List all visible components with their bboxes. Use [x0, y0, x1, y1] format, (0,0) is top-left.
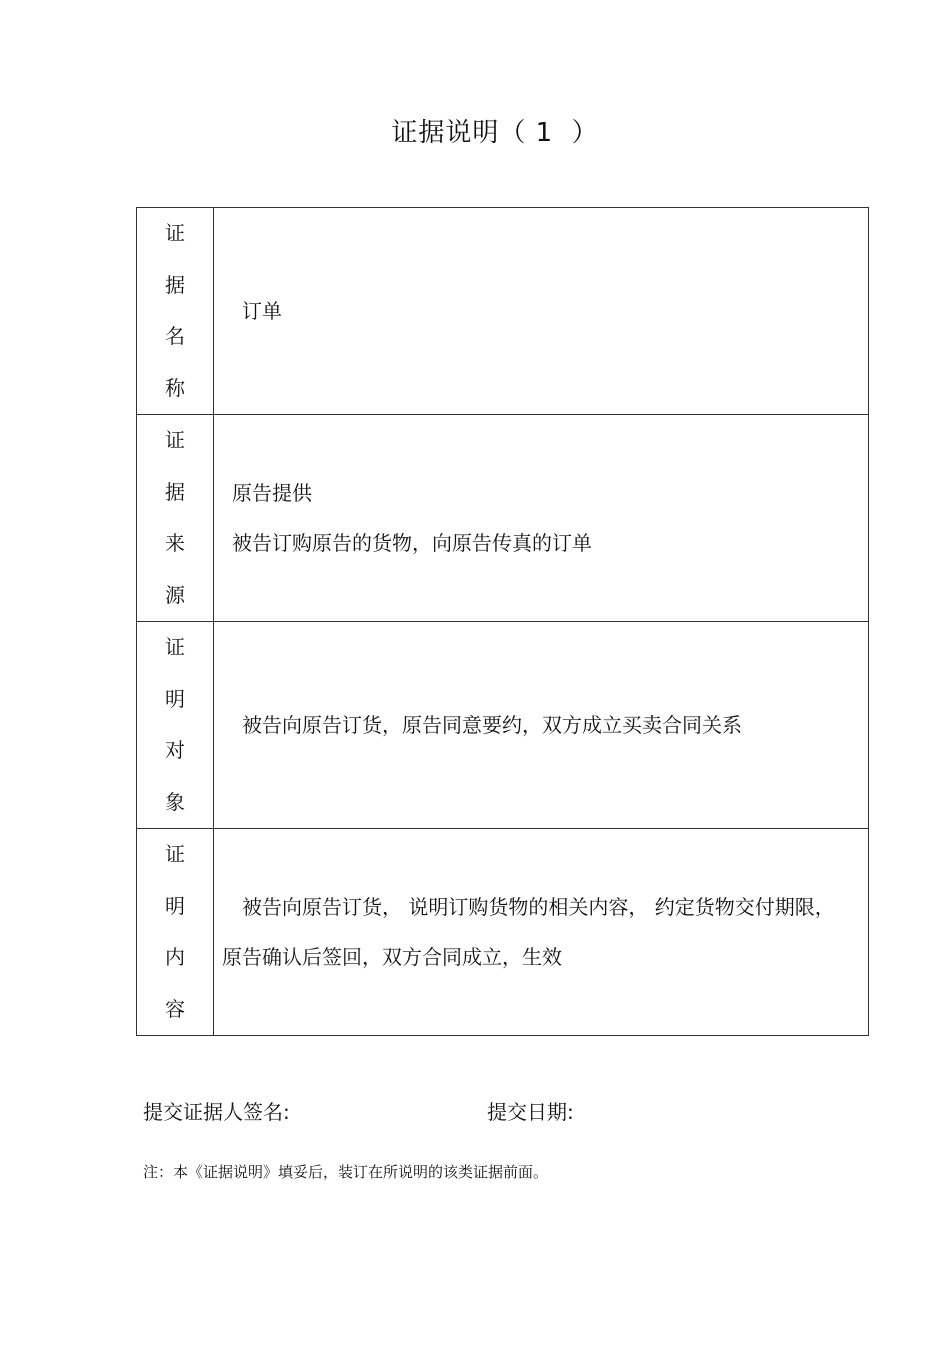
row-label-evidence-source: [137, 415, 214, 622]
label-char: 据: [165, 272, 185, 297]
footnote: 注：本《证据说明》填妥后，装订在所说明的该类证据前面。: [143, 1163, 549, 1181]
label-char: 证: [165, 221, 185, 245]
label-char: 明: [165, 893, 185, 918]
label-char: 称: [165, 375, 185, 400]
evidence-name-value: [214, 208, 869, 415]
row-label-evidence-name: [137, 208, 214, 415]
proof-content-line-1: 被告向原告订货， 说明订购货物的相关内容， 约定货物交付期限，: [242, 895, 835, 919]
label-char: 明: [165, 686, 185, 711]
table-row-proof-content: [137, 829, 869, 1036]
label-char: 证: [165, 842, 185, 866]
label-char: 证: [165, 635, 185, 659]
evidence-source-line-2: 被告订购原告的货物，向原告传真的订单: [232, 531, 592, 555]
label-char: 名: [165, 324, 185, 348]
submission-date-label: 提交日期:: [487, 1100, 574, 1124]
proof-content-value: [214, 829, 869, 1036]
label-char: 源: [165, 582, 185, 607]
signature-label: 提交证据人签名:: [143, 1100, 290, 1124]
label-char: 来: [165, 531, 185, 555]
proof-content-line-2: 原告确认后签回，双方合同成立，生效: [222, 945, 562, 969]
label-char: 对: [165, 738, 185, 762]
label-char: 据: [165, 479, 185, 504]
evidence-table: [136, 207, 869, 1036]
table-row-evidence-name: [137, 208, 869, 415]
proof-object-text: 被告向原告订货，原告同意要约，双方成立买卖合同关系: [242, 713, 742, 737]
label-char: 象: [165, 789, 185, 814]
page-title: 证据说明（ 1 ）: [391, 118, 599, 148]
evidence-name-text: 订单: [242, 299, 282, 323]
label-char: 证: [165, 428, 185, 452]
evidence-source-line-1: 原告提供: [232, 481, 312, 505]
label-char: 内: [165, 945, 185, 969]
proof-object-value: [214, 622, 869, 829]
evidence-source-value: [214, 415, 869, 622]
label-char: 容: [165, 996, 185, 1021]
row-label-proof-content: [137, 829, 214, 1036]
table-row-proof-object: [137, 622, 869, 829]
row-label-proof-object: [137, 622, 214, 829]
table-row-evidence-source: [137, 415, 869, 622]
